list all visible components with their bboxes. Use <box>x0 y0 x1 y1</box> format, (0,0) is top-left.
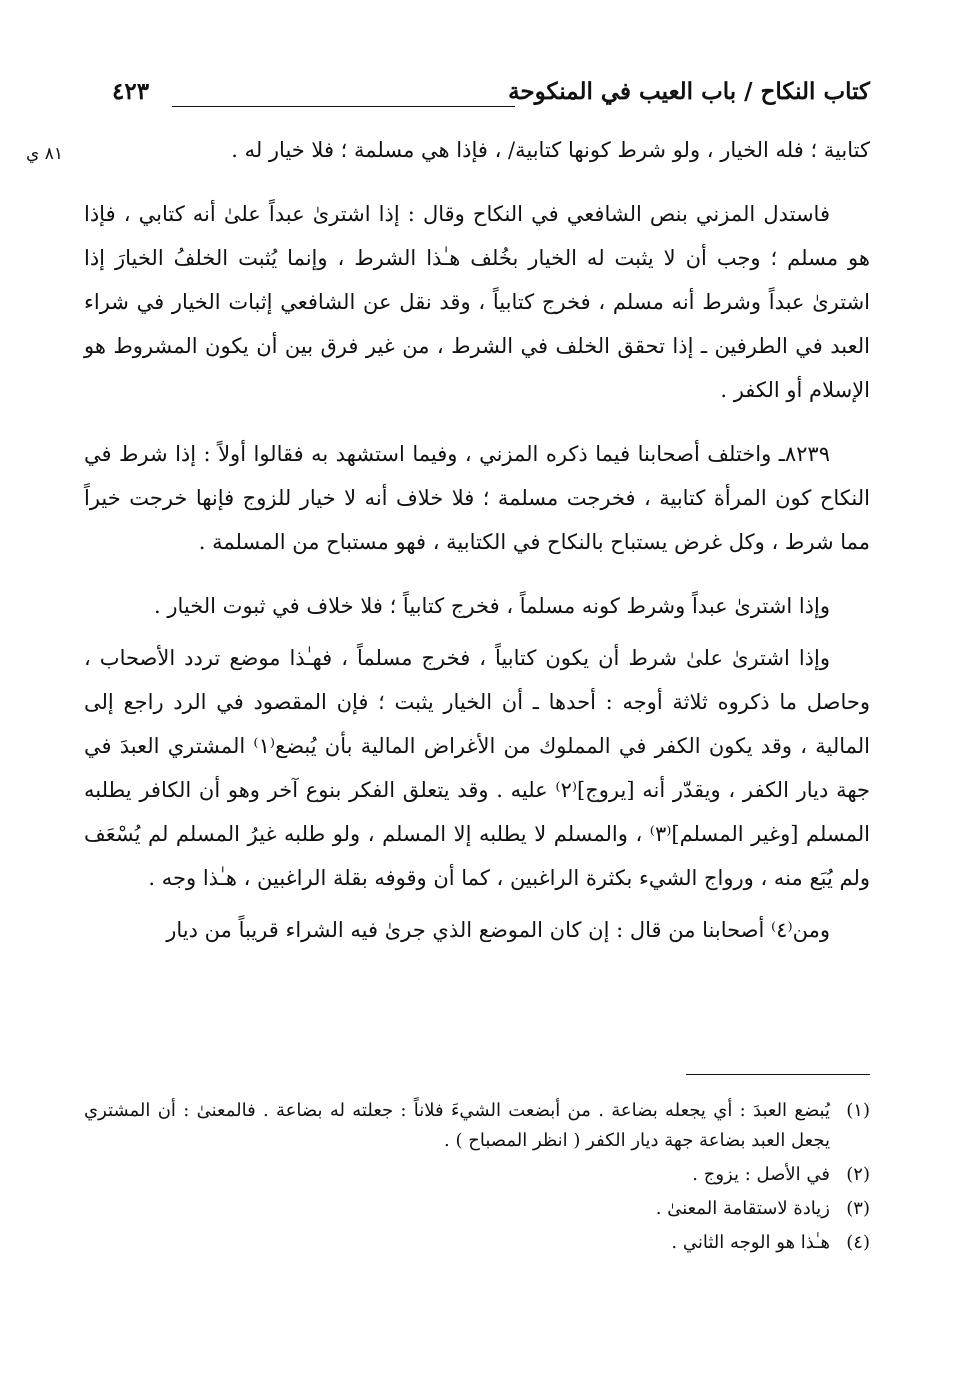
main-text <box>84 128 870 952</box>
footnote-number: (٢) <box>846 1164 870 1185</box>
footnote-text: في الأصل : يزوج . <box>692 1164 830 1185</box>
footnote-number: (٣) <box>846 1198 870 1219</box>
page-number: ٤٢٣ <box>112 78 150 105</box>
footnotes <box>84 1096 870 1262</box>
paragraph: فاستدل المزني بنص الشافعي في النكاح وقال : إذا اشترىٰ عبداً علىٰ أنه كتابي ، فإذا هو مسلم ؛ وجب أن لا يثبت له الخيار بخُلف هـٰذا الشرط ، وإنما يُثبت الخلفُ الخيارَ إذا اشترىٰ عبداً وشرط أنه مسلم ، فخرج كتابياً ، وقد نقل عن الشافعي إثبات الخيار في شراء العبد في الطرفين ـ إذا تحقق الخلف في الشرط ، من غير فرق بين أن يكون المشروط هو الإسلام أو الكفر . <box>84 202 870 402</box>
paragraph: وإذا اشترىٰ علىٰ شرط أن يكون كتابياً ، فخرج مسلماً ، فهـٰذا موضع تردد الأصحاب ، وحاصل ما ذكروه ثلاثة أوجه : أحدها ـ أن الخيار يثبت ؛ فإن المقصود في الرد راجع إلى المالية ، وقد يكون الكفر في المملوك من الأغراض المالية بأن يُبضع⁽١⁾ المشتري العبدَ في جهة ديار الكفر ، ويقدّر أنه [يروج]⁽٢⁾ عليه . وقد يتعلق الفكر بنوع آخر وهو أن الكافر يطلبه المسلم [وغير المسلم]⁽٣⁾ ، والمسلم لا يطلبه إلا المسلم ، ولو طلبه غيرُ المسلم لم يُسْعَف ولم يُبَع منه ، ورواج الشيء بكثرة الراغبين ، كما أن وقوفه بقلة الراغبين ، هـٰذا وجه . <box>84 646 871 890</box>
footnote-number: (٤) <box>846 1232 870 1253</box>
footnote-text: هـٰذا هو الوجه الثاني . <box>671 1232 830 1253</box>
paragraph: وإذا اشترىٰ عبداً وشرط كونه مسلماً ، فخرج كتابياً ؛ فلا خلاف في ثبوت الخيار . <box>153 594 830 618</box>
footnote <box>84 1228 870 1258</box>
footnote-text: يُبضع العبدَ : أي يجعله بضاعة . من أبضعت الشيءَ فلاناً : جعلته له بضاعة . فالمعنىٰ : أن المشتري يجعل العبد بضاعة جهة ديار الكفر ( انظر المصباح ) . <box>84 1100 830 1151</box>
running-header <box>112 74 870 118</box>
footnote <box>84 1160 870 1190</box>
footnote <box>84 1194 870 1224</box>
margin-note: ٨١ ي <box>26 144 63 164</box>
footnote-rule <box>686 1074 870 1075</box>
header-title: كتاب النكاح / باب العيب في المنكوحة <box>508 78 870 105</box>
header-rule <box>172 106 515 107</box>
footnote-number: (١) <box>846 1100 870 1121</box>
paragraph: كتابية ؛ فله الخيار ، ولو شرط كونها كتابية/ ، فإذا هي مسلمة ؛ فلا خيار له . <box>231 138 870 162</box>
paragraph: ٨٢٣٩ـ واختلف أصحابنا فيما ذكره المزني ، وفيما استشهد به فقالوا أولاً : إذا شرط في النكاح كون المرأة كتابية ، فخرجت مسلمة ؛ فلا خلاف أنه لا خيار للزوج فإنها خرجت خيراً مما شرط ، وكل غرض يستباح بالنكاح في الكتابية ، فهو مستباح من المسلمة . <box>84 442 870 554</box>
footnote <box>84 1096 870 1156</box>
paragraph: ومن⁽٤⁾ أصحابنا من قال : إن كان الموضع الذي جرىٰ فيه الشراء قريباً من ديار <box>166 918 830 942</box>
footnote-text: زيادة لاستقامة المعنىٰ . <box>655 1198 830 1219</box>
